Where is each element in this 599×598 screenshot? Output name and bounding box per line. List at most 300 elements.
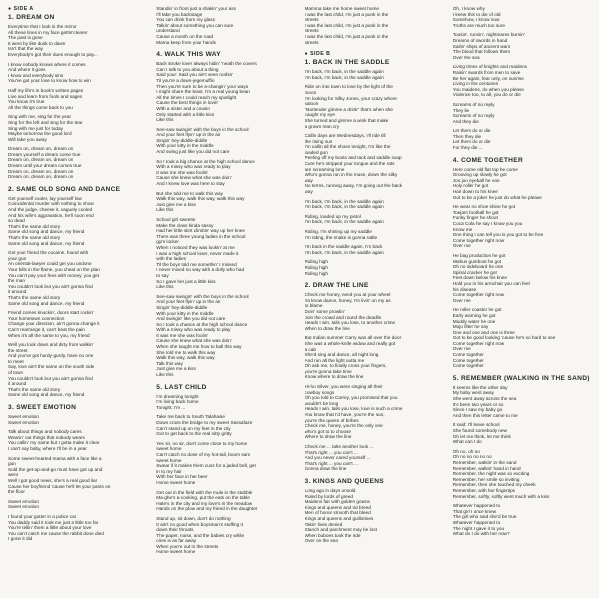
lyric-line: I was the last child, I'm just a punk in the [304,22,389,28]
lyric-line: I found your gutter in a police car [8,513,77,519]
lyric-line: Yes sir, no sir, don't come close to my home [156,440,248,446]
lyric-line: Let them do or die [452,128,491,134]
lyrics-text [156,394,294,555]
lyric-line: He wear no shoe shine he got [452,204,516,210]
lyric-line: She turned and gimme a wink that make [304,117,389,123]
lyric-line: All the things come back to you [8,104,73,110]
lyric-line: With a missy who was ready to play [156,327,231,333]
lyric-line: Singin' hey-diddle-diddle [156,137,208,143]
lyric-line: I was the last child, I'm just a punk in the [304,11,389,17]
lyric-line: And I knew love was here to stay [156,181,225,187]
lyric-line: Can't stand up on my feet in the city [156,425,231,431]
lyric-line: Got to be good looking 'cause he's so hard to see [452,335,556,341]
lyric-line: You know it's true [8,99,45,105]
lyric-line: Same old song and dance, my friend [8,300,85,306]
lyric-line: Over me [452,297,471,303]
lyric-line: Who's gonna run in the muse, down the silky [304,172,398,178]
lyric-line: Half my life's in book's written pages [8,87,84,93]
lyric-line: Sailin' ships of ancient wars [452,43,511,49]
side-label: ● SIDE B [304,51,331,58]
song-block [453,157,591,369]
lyric-line: With a sister and a cousin [156,105,210,111]
lyric-line: It was me she was foolin' [156,169,209,175]
lyric-line: Got to be a joker he just do what he please [452,194,542,200]
lyric-line: And where it goes [8,67,46,73]
lyric-line: understand [156,28,180,34]
lyric-line: When it's all the same to you, my friend [8,332,90,338]
lyric-line: I'm living back home [156,399,199,405]
lyric-line: Friend comes knockin', doors start rockin' [8,310,94,316]
lyric-line: School girl sweetie [156,217,196,222]
lyric-line: it around [8,381,27,387]
lyric-line: Check me, honey, you're the only one [304,423,383,429]
lyric-line: loaded gun [304,149,328,155]
lyric-line: You couldn't look but you ain't gonna find [8,375,93,381]
lyric-line: Cause she knew what she was doin' [156,338,232,344]
lyric-line: She told me to walk this way [156,349,216,355]
lyric-line: Oh ask me, to finally cross your fingers, [304,363,387,369]
lyric-line: That's the same old story [8,386,61,392]
lyric-line: I'm riding, the snake is gonna rattle [304,234,378,240]
song-title: 1. BACK IN THE SADDLE [304,59,390,67]
lyric-line: Ride on into town to lose by the light of the [304,84,393,90]
lyric-line: I know and everybody sins [8,72,64,78]
lyric-line: Violence too, to all, you do or die [452,92,521,98]
lyric-line: And your feet flyin' up in the air [156,299,221,305]
lyric-line: When she taught me how to ball this way [156,344,242,350]
lyric-line: You daddy said it took me just a little too far [8,519,99,525]
lyric-line: What can I do [452,439,482,445]
lyric-line: Everybody's got their dues enough to pay... [8,51,98,57]
lyric-line: Come together [452,357,484,363]
lyric-line: She found somebody new [452,428,507,433]
lyric-line: went [8,472,18,478]
lyric-line: Remember, the night was so exciting [452,471,530,477]
lyric-line: Riding, loaded up my pistol [304,213,361,219]
lyric-line: Like this [156,117,174,123]
lyric-line: That girl I once knew [452,508,496,514]
lyric-line: My baby went away [452,390,494,396]
lyric-line: I'm back, I'm back, in the saddle again [304,204,384,210]
lyric-line: Living times of knights and maidens [452,64,528,70]
lyric-line: Cure he's stripped your tongue and the rats [304,161,395,167]
song-title: 2. DRAW THE LINE [304,282,369,290]
lyric-line: Home sweet home [156,549,196,555]
lyric-line: Toejam football he got [452,209,499,215]
lyric-line: Screams of no reply [452,113,495,119]
lyric-line: You can't pay your fees with money, you get [8,272,100,278]
lyric-line: That's the same old story [8,235,61,240]
lyric-line: They lie [452,107,470,113]
lyric-line: Over the sea [452,54,480,60]
lyric-line: Mama keep from your hands [156,39,216,45]
song-block [305,478,443,544]
lyric-line: With a missy who was ready to play [156,164,231,170]
lyric-line: Men of honor smooth that bleed [304,510,371,516]
lyric-line: You callin' my name but I gotta make it clear [8,440,100,446]
lyric-line: Home sweet home [156,479,196,485]
lyric-line: so dead [8,218,25,224]
lyric-line: it around [8,289,27,295]
lyric-line: gym locker [156,239,179,245]
lyric-line: way [304,177,313,183]
lyric-line: It seems like the other day [452,384,508,390]
lyric-line: I'll take you backstage [156,11,203,17]
lyric-line: Like this [156,207,174,213]
lyric-line: Dream until your dream comes true [8,163,82,169]
lyric-line: And the judge, cheese it, vaguely cooled [8,207,93,213]
lyric-line: are screaming lone [304,166,345,172]
lyric-line: Down cross the bridge to my sweet Sassafaze [156,420,253,425]
lyric-line: Sing with me just for today [8,125,63,131]
lyric-line: Sweet emotion [8,498,40,504]
lyric-line: Let them do or die [452,139,491,145]
lyric-line: the street [8,347,28,353]
song-block [305,59,443,276]
lyric-line: Ruled by lords of greed [304,493,353,499]
lyric-line: Dream yourself a dream come true [8,151,81,157]
lyric-line: Your bills in the flame, you cheat on the plan [8,266,100,272]
lyric-line: He bag production he got [452,252,506,258]
column-4 [453,6,591,594]
lyric-line: Maybe tomorrow the good lord [8,131,72,137]
lyric-line: Like this [156,284,174,290]
song-block [305,282,443,472]
lyric-line: Hands on the plow and my friend in the daughter [156,506,258,512]
lyric-line: Coincidental murder with nothing to show [8,201,94,207]
lyric-line: See-saw swingin' with the boys in the school [156,126,249,132]
lyrics-text [8,414,146,542]
lyric-line: It ain't no good when boysman's stuffing it [156,521,243,527]
lyric-line: Singin' hey-diddle-diddle [156,304,208,310]
lyric-line: Riding, I'm shining up my saddle [304,229,372,234]
lyric-line: of town [8,370,24,376]
lyric-line: I'm back, I'm back, in the saddle again [304,219,384,225]
lyric-line: Same old song and dance, my friend [8,229,85,235]
lyric-line: Come together right now [452,237,505,243]
lyric-line: Takin' lives denied [304,521,343,527]
lyric-line: Holy roller he got [452,183,489,189]
lyric-line: Cause the best things in lovin' [156,100,219,106]
lyric-line: Live and learn from fools and sages [8,93,83,99]
song-block [8,186,146,398]
lyric-line: I'm callin all the shoes tonight, I'm like the [304,144,391,150]
lyric-line: You're tellin' them a little about your love [8,525,92,531]
lyric-line: Cause a month on the road [156,33,214,39]
lyric-line: Stanch and parchment may be lost [304,527,377,533]
lyric-line: Check me ... take another look ... [304,444,374,449]
lyric-line: streets [304,17,319,23]
song-title: 4. COME TOGETHER [452,156,524,164]
lyric-line: One and one and one is three [452,329,515,335]
lyric-line: Dream on, dream on, dream on [8,168,74,174]
lyric-line: Just give me a kiss [156,366,196,372]
lyrics-text [453,167,591,369]
lyric-line: So I took a chance at the high school dance [156,321,248,327]
lyric-line: Remember, then she touched my cheek [452,482,536,488]
lyric-line: streets [304,39,319,45]
lyric-line: wouldn't be long [304,400,339,406]
lyrics-text [305,488,443,544]
lyric-line: Maidens fair with golden gowns [304,499,370,505]
lyric-line: Just give me a kiss [156,201,196,207]
lyric-line: Muddy water he one [452,318,496,324]
lyric-line: streets [304,28,319,34]
lyric-line: Get yourself cooler, lay yourself low [8,195,82,201]
lyric-line: That's right ... you can't ... [304,460,358,466]
lyric-line: Same old song and dance, my friend [8,392,85,398]
lyric-line: Tonight, I'm ... [156,404,186,410]
lyric-line: the rising sun [304,138,333,144]
lyric-line: Can't rearrange it, can't beat the pain [8,326,85,332]
song-title: 4. WALK THIS WAY [156,51,221,59]
lyric-line: Joo joo eyeball he one [452,177,500,183]
lyric-line: You can drink from my glass [156,17,215,23]
lyric-line: way [304,189,313,195]
lyric-line: Get out in the field with the mule in the stubble [156,489,253,495]
lyric-line: Join the crowd and round the deadlin [304,314,382,320]
lyric-line: sweet home [156,457,182,463]
lyric-line: I might share the least, I'm a real young bean [156,89,250,95]
lyric-line: Hate's in the city and my love's in the meadow [156,500,253,506]
lyric-line: Funky finger he shoot [452,215,498,221]
lyric-line: Make the class kinda sassy [156,222,214,228]
lyric-line: Ya know dance, honey, I'm livin' on my as [304,297,391,303]
song-block [156,51,294,377]
lyric-line: I know nobody knows where it comes [8,61,86,67]
lyric-line: So I took a big chance at the high school dance [156,158,255,164]
lyric-line: When you're out in the streets [156,543,219,549]
lyric-line: Where to draw the line [304,434,352,440]
lyric-line: Remember, walkin' hand in hand [452,465,521,471]
lyric-line: Long ago in days unsold [304,487,356,493]
lyric-line: Dream on, dream on, dream on [8,157,74,163]
lyric-line: Isn't that the way [8,46,44,52]
lyric-line: Come together [452,363,484,369]
lyric-line: And then this letter came to me [452,412,518,418]
lyric-line: Hair down to his knee [452,189,498,195]
lyric-line: And your feet flyin' up in the air [156,132,221,138]
lyric-line: It went by like dusk to dawn [8,40,66,46]
lyric-line: That's the same old story [8,294,61,300]
lyric-line: You couldn't look but you ain't gonna find [8,283,93,289]
lyrics-text [305,6,443,45]
lyric-line: caught my eye [304,112,335,118]
lyric-line: Remember, with her fingertips [452,487,516,493]
lyric-line: You can't catch me cause the rabbit done died [8,530,104,536]
lyric-line: Ma-ghe's a-cooking, put the eats on the table [156,495,250,501]
lyric-line: Somehow, I know now [452,17,500,23]
lyric-line: Truths are much too sure [452,22,505,28]
lyric-line: Check me honey, need you at your wheel [304,292,391,298]
lyric-line: Remember, her smile so inviting [452,476,520,482]
lyric-line: Over me [452,346,471,352]
lyric-line: Had her little skirt climbin' way up her knee [156,228,245,234]
lyric-line: Oh let me think, let me think [452,433,511,439]
lyric-line: Early warning he got [452,312,496,318]
lyric-line: in to my hair [156,468,182,474]
lyric-line: Sing with me, sing for the year [8,114,72,120]
column-2 [156,6,294,594]
lyric-line: Cause her boyfriend 'cause he'll let your pants on [8,483,111,489]
lyric-line: "Bartender gimme a drink" that's when she [304,106,393,112]
lyric-line: to meet [8,358,24,364]
song-title: 1. DREAM ON [8,14,55,21]
lyric-line: He roller coaster he got [452,307,502,313]
lyric-line: Talk about things and nobody cares [8,429,82,435]
lyric-line: Like this [156,372,174,378]
lyric-line: I'm looking for Silky Jones, your crazy whore [304,95,397,101]
lyric-line: I knew this to die of old [452,11,501,17]
lyric-line: Sold the get-up-and-go must have got up and [8,466,103,472]
lyric-line: Here come old flat top he come [452,166,518,172]
lyric-line: your gun [8,255,27,261]
lyric-line: I gone it did [8,536,33,542]
lyric-line: Coca Cola he say I know you you [452,221,523,226]
lyric-line: Only started with a little kiss [156,111,215,117]
lyric-line: The past is gone [8,35,43,41]
lyric-line: What do I do with her now? [452,531,510,537]
lyric-line: Oh no sideboard he one [452,264,504,270]
song-title: 3. KINGS AND QUEENS [304,477,384,485]
lyric-line: Cause she knew what she was doin' [156,175,232,181]
lyrics-text [305,69,443,276]
lyric-line: to say [156,272,169,278]
song-block [8,14,146,180]
lyric-line: When buboes took the ride [304,532,361,538]
lyric-line: Back stroke lover always hidin' 'neath the covers [156,61,257,67]
lyric-line: Oh, I know why [452,6,485,11]
lyric-line: It's been two years or so [452,401,504,407]
lyrics-text [453,385,591,537]
lyric-line: Oh no, oh no [452,448,480,454]
lyric-line: Dream on, dream on, dream on [8,146,74,152]
lyric-line: Riding high [304,264,328,270]
lyric-line: Well I got good news, she's a real good liar [8,477,98,483]
lyric-line: Take me back to South Talahasie [156,414,225,420]
lyric-line: the man [8,278,25,284]
lyric-line: Got your friend the cocaine, found with [8,250,89,256]
lyric-line: Come together [452,352,484,358]
lyric-line: Feet down below his knee [452,275,507,281]
lyric-line: Can't catch no dose of my hot-tail, boom sam [156,451,251,457]
lyric-line: That's the same old story [8,223,61,229]
lyric-line: She'd sing and dance, all night long [304,352,379,358]
lyric-line: Everytime that I look in the mirror [8,24,77,29]
lyric-line: Riding high [304,270,328,276]
lyric-line: That's right ... you can't ... [304,449,358,455]
lyric-line: Mojo filter he say [452,324,489,330]
lyric-line: And swingin' like you did not care [156,316,226,322]
song-title: 3. SWEET EMOTION [8,404,77,412]
lyric-line: Gonna draw the line [304,466,347,472]
lyric-line: Grooving up slowly he got [452,172,507,178]
lyric-line: cries is as far away [156,538,197,544]
lyric-line: Dream on, dream on, dream on [8,174,74,180]
lyrics-text [156,6,294,45]
lyric-line: Wearin' out things that nobody wears [8,434,85,440]
lyrics-text [8,24,146,180]
lyric-line: One thing I can tell you is you got to be free [452,232,544,238]
lyric-line: Oh no no no no no [452,454,492,460]
lyric-line: Said your: Said you ain't seen nothin' [156,72,234,78]
lyric-line: She went away across the sea [452,396,517,402]
lyric-line: Raisin' swords from men to save [452,69,521,75]
lyric-line: Spinal cracker he got [452,269,497,275]
lyric-line: An oriental-lawyer could get you undone [8,261,92,267]
lyric-line: Kings and queens and rid breed [304,504,371,510]
lyric-line: the floor [8,489,25,495]
lyric-line: Sing for the left and sing for the tear [8,119,83,125]
lyric-line: Dreams of swords in hand [452,37,508,43]
lyric-line: And you never cared yourself ... [304,455,371,461]
lyric-line: Be her again, fear only, on sunrise [452,75,524,81]
lyrics-text [453,6,591,151]
lyric-line: Talk this way [156,360,183,366]
lyric-line: Come together right now [452,340,505,346]
song-title: 2. SAME OLD SONG AND DANCE [8,185,121,193]
lyric-line: Heads I win, tails you lose, love is such a crime [304,406,403,412]
side-label: ● SIDE A [8,6,34,12]
lyric-line: Screams of no reply [452,101,495,107]
lyrics-text [8,196,146,398]
lyric-line: I was a high school loser, never made it [156,250,239,256]
lyric-line: The girl who said she'd be true [452,514,517,520]
lyric-line: I never mixed no way with a dolly who had [156,267,245,273]
lyric-line: who's got to to choose [304,428,351,434]
lyric-line: Know where to draw the line [304,374,364,380]
lyric-line: Talkin' about something you can sure [156,22,234,28]
lyric-line: I'm back, I'm back, in the saddle again [304,198,384,204]
lyric-line: But she told me to walk this way [156,190,223,196]
song-block [453,6,591,151]
lyric-line: to blame [304,303,323,309]
lyric-line: Then they die [452,133,482,139]
lyric-line: Remember, walkin' in the sand [452,459,517,465]
lyric-line: With her face in her beer [156,474,208,480]
lyric-line: Living in the centuries [452,81,499,87]
lyric-line: Your hometown connection [8,315,65,321]
lyrics-text [305,292,443,472]
lyric-line: Hold you in his armchair you can feel [452,280,530,286]
lyric-line: I was the last child, I'm just a punk in the [304,33,389,39]
lyric-line: you're the queen of bribes [304,417,359,423]
lyric-line: With your kitty in the middle [156,143,214,149]
lyric-line: Over on the sea [304,538,338,544]
lyric-line: Got to get back to the real nitty gritty [156,431,232,437]
lyric-line: Can I talk to you about a thing [156,66,219,72]
lyric-line: For they die ... [452,145,483,151]
lyric-line: Whatever happened to [452,503,501,509]
lyric-line: When I noticed they was lookin' at me [156,244,235,250]
lyric-line: you're gonna take time [304,368,352,374]
lyric-line: Since I saw my baby go [452,407,503,413]
lyric-line: Sweet emotion [8,414,40,420]
lyric-line: cowboy songs [304,389,335,395]
lyric-line: Sweet emotion [8,504,40,510]
lyric-line: Standin' in front just a shakin' your ass [156,6,236,11]
lyric-line: It was me she was foolin' [156,332,209,338]
lyric-line: I'm back, I'm back, in the saddle again [304,69,384,75]
column-3 [305,6,443,594]
lyric-line: Whatever happened to [452,519,501,525]
lyric-line: Will take you away [8,136,47,142]
lyric-line: I'm back, I'm back, in the saddle again [304,249,384,255]
lyric-line: Same old song and dance, my friend [8,240,85,246]
song-block [156,384,294,555]
lyric-line: You know that I'd have, you're the sun, [304,412,385,418]
lyric-line: saloon [304,101,319,107]
